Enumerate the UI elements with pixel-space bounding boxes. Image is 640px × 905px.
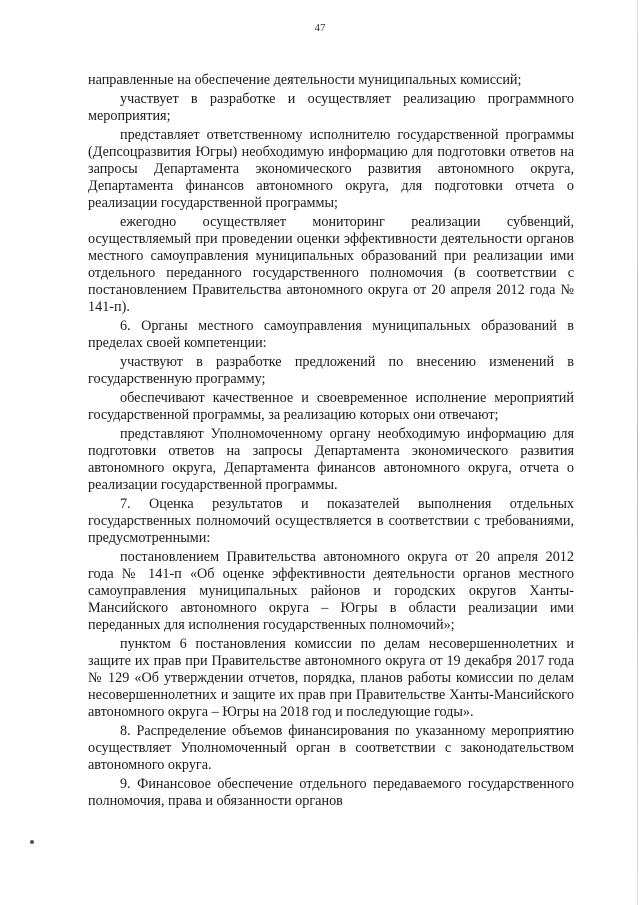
paragraph-7: обеспечивают качественное и своевременное исполнение мероприятий государственной программы, за реализацию которых они отвечают; — [88, 390, 574, 423]
paragraph-8: представляют Уполномоченному органу необходимую информацию для подготовки ответов на запросы Департамента экономического развития автономного округа, Департамента финансов автономного округа, отчета о реализации государственной программы. — [88, 426, 574, 493]
paragraph-1: направленные на обеспечение деятельности муниципальных комиссий; — [88, 72, 522, 88]
document-body — [88, 72, 574, 812]
paragraph-13: 9. Финансовое обеспечение отдельного передаваемого государственного полномочия, права и обязанности органов — [88, 776, 574, 809]
paragraph-12: 8. Распределение объемов финансирования по указанному мероприятию осуществляет Уполномоченный орган в соответствии с законодательством автономного округа. — [88, 723, 574, 773]
scan-edge — [637, 0, 638, 905]
paragraph-3: представляет ответственному исполнителю государственной программы (Депсоцразвития Югры) необходимую информацию для подготовки ответов на запросы Департамента экономического развития автономного округа, Департамента финансов автономного округа, для подготовки отчета о реализации государственной программы; — [88, 127, 574, 211]
paragraph-5: 6. Органы местного самоуправления муниципальных образований в пределах своей компетенции: — [88, 318, 574, 351]
paragraph-11: пунктом 6 постановления комиссии по делам несовершеннолетних и защите их прав при Правительстве автономного округа от 19 декабря 2017 года № 129 «Об утверждении отчетов, порядка, планов работы комиссии по делам несовершеннолетних и защите их прав при Правительстве Ханты-Мансийского автономного округа – Югры на 2018 год и последующие годы». — [88, 636, 574, 720]
page-number: 47 — [314, 22, 326, 34]
paragraph-2: участвует в разработке и осуществляет реализацию программного мероприятия; — [88, 91, 574, 124]
paragraph-4: ежегодно осуществляет мониторинг реализации субвенций, осуществляемый при проведении оценки эффективности деятельности органов местного самоуправления муниципальных образований при реализации ими отдельного переданного государственного полномочия (в соответствии с постановлением Правительства автономного округа от 20 апреля 2012 года № 141-п). — [88, 214, 574, 315]
paragraph-9: 7. Оценка результатов и показателей выполнения отдельных государственных полномочий осуществляется в соответствии с требованиями, предусмотренными: — [88, 496, 574, 546]
paragraph-6: участвуют в разработке предложений по внесению изменений в государственную программу; — [88, 354, 574, 387]
scan-speck — [30, 840, 34, 844]
paragraph-10: постановлением Правительства автономного округа от 20 апреля 2012 года № 141-п «Об оценке эффективности деятельности органов местного самоуправления муниципальных районов и городских округов Ханты-Мансийского автономного округа – Югры в области реализации ими переданных для исполнения государственных полномочий»; — [88, 549, 574, 633]
